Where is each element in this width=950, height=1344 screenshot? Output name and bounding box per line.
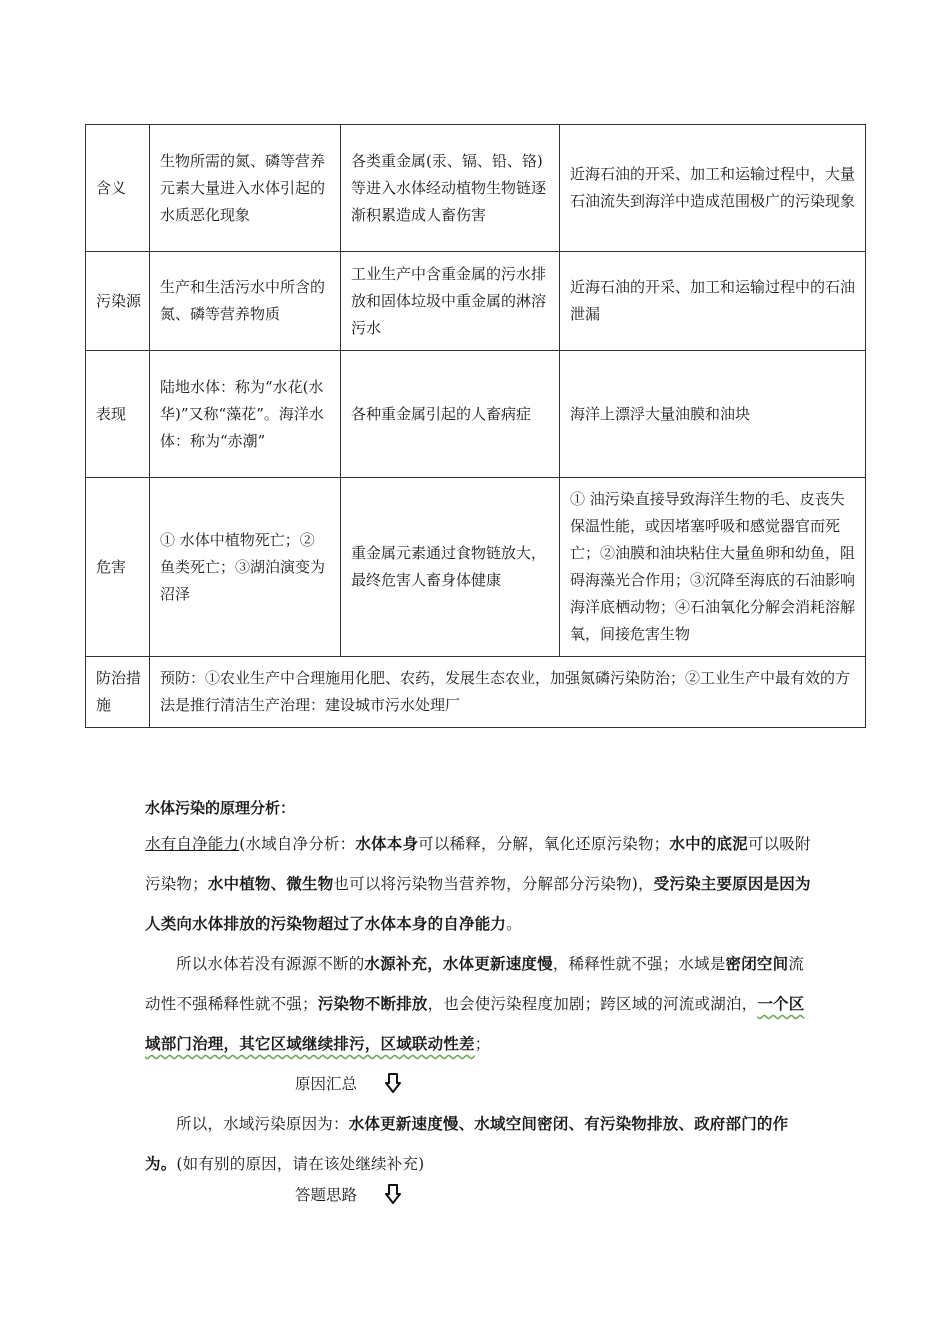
text-span: 水中植物、微生物 <box>207 874 334 893</box>
analysis-paragraph-2 <box>145 944 815 1064</box>
table-row <box>86 478 866 657</box>
text-span: 水体更新速度慢、水域空间密闭、有污染物排放、政府部门的作为。 <box>145 1114 789 1173</box>
text-span: 所以水体若没有源源不断的 <box>176 955 365 973</box>
table-cell: 生物所需的氮、磷等营养元素大量进入水体引起的水质恶化现象 <box>150 125 341 252</box>
answer-approach-label: 答题思路 <box>295 1186 358 1204</box>
analysis-paragraph-1 <box>145 824 815 944</box>
text-span: ，稀释性就不强；水域是 <box>552 955 726 973</box>
table-cell: 陆地水体：称为“水花(水华)”又称“藻花”。海洋水体：称为“赤潮” <box>150 351 341 478</box>
text-span: 受污染主要原因是因为人类向水体排放的污染物超过了水体本身的自净能力 <box>145 874 811 933</box>
table-row <box>86 125 866 252</box>
row-label: 含义 <box>86 125 150 252</box>
text-span: 。 <box>506 915 522 933</box>
row-label: 危害 <box>86 478 150 657</box>
text-span: ； <box>474 1035 491 1053</box>
table-row <box>86 351 866 478</box>
text-span: ，也会使污染程度加剧；跨区域的河流或湖泊， <box>427 995 758 1013</box>
text-span: 污染物不断排放 <box>317 994 428 1013</box>
table-row <box>86 657 866 728</box>
table-cell: 各种重金属引起的人畜病症 <box>341 351 560 478</box>
table-cell: 近海石油的开采、加工和运输过程中的石油泄漏 <box>560 252 866 351</box>
reason-summary-label: 原因汇总 <box>295 1075 358 1093</box>
table-cell: ① 油污染直接导致海洋生物的毛、皮丧失保温性能，或因堵塞呼吸和感觉器官而死亡；②油膜和油块粘住大量鱼卵和幼鱼，阻碍海藻光合作用；③沉降至海底的石油影响海洋底栖动物；④石油氧化分解会消耗溶解氧，间接危害生物 <box>560 478 866 657</box>
text-span: 流动性不强稀释性就不强； <box>145 955 805 1013</box>
analysis-paragraph-3 <box>145 1104 815 1184</box>
answer-approach-line <box>295 1183 401 1205</box>
row-label: 污染源 <box>86 252 150 351</box>
table-cell: 近海石油的开采、加工和运输过程中，大量石油流失到海洋中造成范围极广的污染现象 <box>560 125 866 252</box>
text-span: 一个区域部门治理，其它区域继续排污，区域联动性差 <box>145 994 805 1053</box>
text-span: 密闭空间 <box>725 954 789 973</box>
down-arrow-icon <box>385 1184 401 1204</box>
table-cell-merged: 预防：①农业生产中合理施用化肥、农药，发展生态农业，加强氮磷污染防治；②工业生产中最有效的方法是推行清洁生产治理：建设城市污水处理厂 <box>150 657 866 728</box>
text-span: 可以稀释，分解，氧化还原污染物； <box>418 835 670 853</box>
text-span: (水域自净分析： <box>239 835 356 853</box>
text-span: (如有别的原因，请在该处继续补充) <box>176 1155 425 1173</box>
text-span: 可以吸附污染物； <box>145 835 811 893</box>
row-label: 防治措施 <box>86 657 150 728</box>
table-row <box>86 252 866 351</box>
down-arrow-icon <box>385 1073 401 1093</box>
table-cell: 重金属元素通过食物链放大，最终危害人畜身体健康 <box>341 478 560 657</box>
text-span: 水源补充，水体更新速度慢 <box>364 954 553 973</box>
table-cell: 各类重金属(汞、镉、铅、铬)等进入水体经动植物生物链逐渐积累造成人畜伤害 <box>341 125 560 252</box>
water-pollution-table <box>85 124 866 728</box>
text-span: 所以，水域污染原因为： <box>176 1115 349 1133</box>
text-span: 也可以将污染物当营养物，分解部分污染物)， <box>333 875 654 893</box>
text-span: 水体本身 <box>355 834 419 853</box>
text-span: 水中的底泥 <box>669 834 748 853</box>
reason-summary-line <box>295 1072 401 1094</box>
text-span: 水有自净能力 <box>145 835 240 853</box>
table-cell: 工业生产中含重金属的污水排放和固体垃圾中重金属的淋溶污水 <box>341 252 560 351</box>
analysis-heading: 水体污染的原理分析： <box>145 799 296 817</box>
table-cell: ① 水体中植物死亡；② 鱼类死亡；③湖泊演变为沼泽 <box>150 478 341 657</box>
row-label: 表现 <box>86 351 150 478</box>
table-cell: 海洋上漂浮大量油膜和油块 <box>560 351 866 478</box>
table-cell: 生产和生活污水中所含的氮、磷等营养物质 <box>150 252 341 351</box>
